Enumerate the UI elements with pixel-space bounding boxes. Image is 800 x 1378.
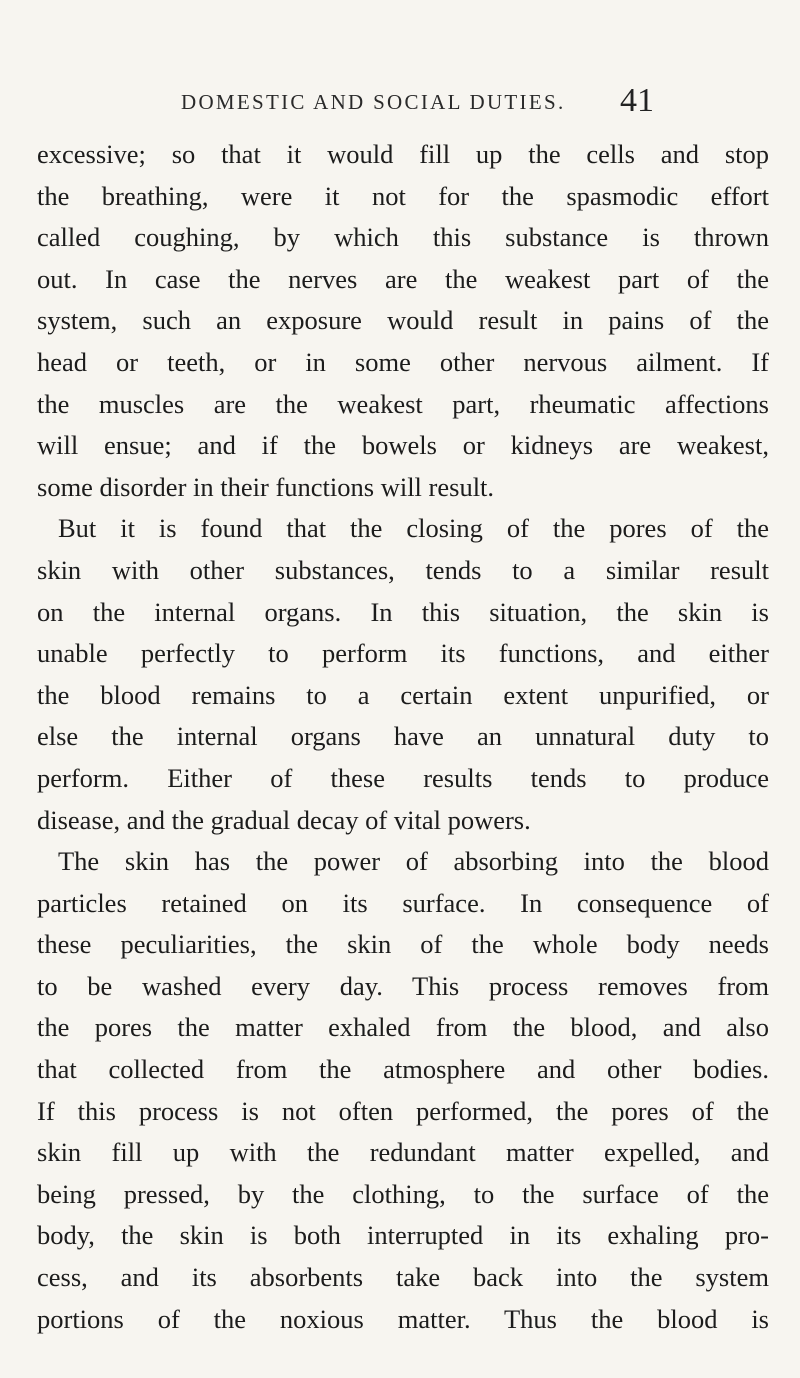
text-line: perform. Either of these results tends to produce	[37, 762, 769, 793]
page-header	[0, 82, 800, 126]
text-line: The skin has the power of absorbing into the blood	[58, 846, 769, 877]
body-text	[37, 134, 769, 1354]
text-line: system, such an exposure would result in pains of the	[37, 305, 769, 336]
text-line: body, the skin is both interrupted in its exhaling pro-	[37, 1220, 769, 1251]
text-line: portions of the noxious matter. Thus the blood is	[37, 1303, 769, 1334]
text-line: will ensue; and if the bowels or kidneys are weakest,	[37, 430, 769, 461]
text-line: cess, and its absorbents take back into the system	[37, 1262, 769, 1293]
text-line: else the internal organs have an unnatural duty to	[37, 721, 769, 752]
text-line: these peculiarities, the skin of the whole body needs	[37, 929, 769, 960]
text-line: unable perfectly to perform its functions, and either	[37, 638, 769, 669]
text-line: called coughing, by which this substance is thrown	[37, 222, 769, 253]
text-line: skin fill up with the redundant matter expelled, and	[37, 1137, 769, 1168]
text-line: that collected from the atmosphere and other bodies.	[37, 1054, 769, 1085]
text-line: the breathing, were it not for the spasmodic effort	[37, 180, 769, 211]
running-head: DOMESTIC AND SOCIAL DUTIES.	[181, 90, 566, 114]
text-line: skin with other substances, tends to a similar result	[37, 554, 769, 585]
text-line: If this process is not often performed, the pores of the	[37, 1095, 769, 1126]
text-line: excessive; so that it would fill up the cells and stop	[37, 139, 769, 169]
text-line: the muscles are the weakest part, rheumatic affections	[37, 388, 769, 419]
text-line: head or teeth, or in some other nervous ailment. If	[37, 346, 769, 377]
text-line: But it is found that the closing of the pores of the	[58, 513, 769, 544]
text-line: disease, and the gradual decay of vital powers.	[37, 804, 531, 835]
text-line: the blood remains to a certain extent unpurified, or	[37, 679, 769, 710]
text-line: the pores the matter exhaled from the blood, and also	[37, 1012, 769, 1043]
page-number: 41	[620, 82, 654, 119]
text-line: some disorder in their functions will result.	[37, 471, 495, 502]
text-line: to be washed every day. This process removes from	[37, 970, 769, 1001]
text-line: being pressed, by the clothing, to the surface of the	[37, 1178, 769, 1209]
text-line: particles retained on its surface. In consequence of	[37, 887, 769, 918]
text-line: out. In case the nerves are the weakest part of the	[37, 263, 769, 294]
text-line: on the internal organs. In this situation, the skin is	[37, 596, 769, 627]
